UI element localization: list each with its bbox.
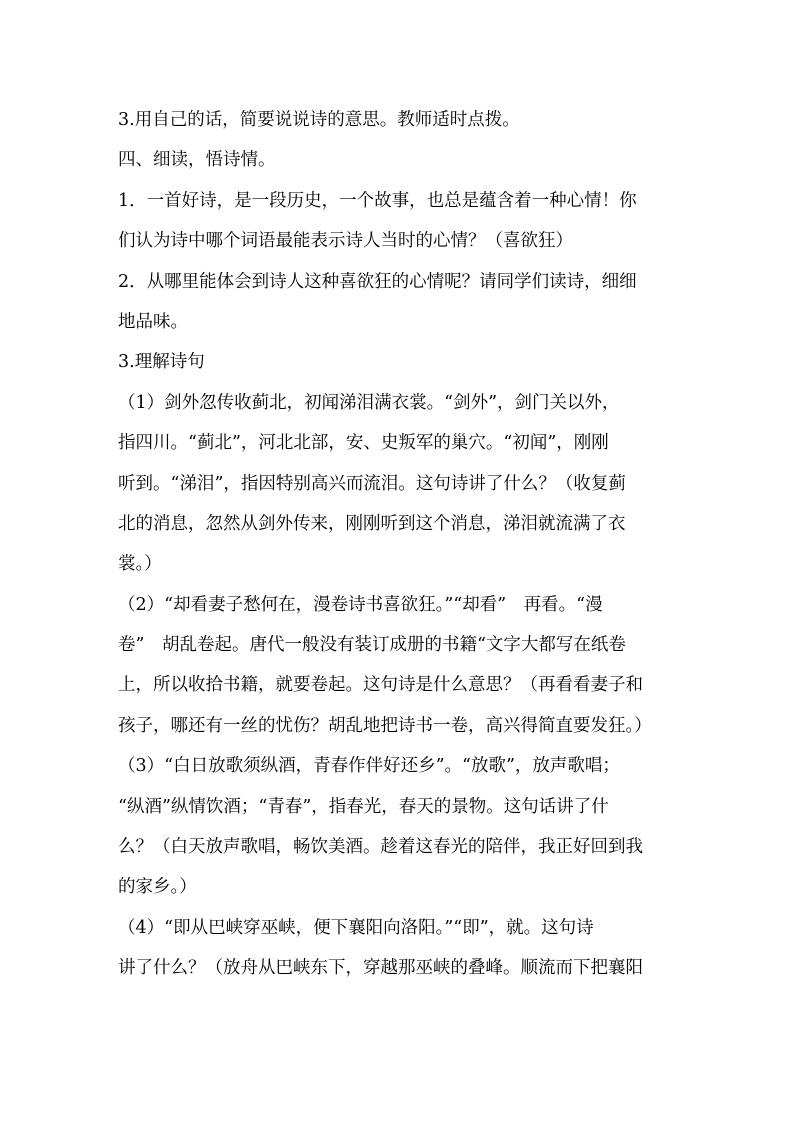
text-line: 么？（白天放声歌唱，畅饮美酒。趁着这春光的陪伴，我正好回到我 [118, 837, 643, 858]
text-line: 裳。） [118, 554, 162, 575]
text-line: 上，所以收拾书籍，就要卷起。这句诗是什么意思？（再看看妻子和 [118, 675, 643, 696]
document-body [118, 100, 678, 989]
text-line: 卷” 胡乱卷起。唐代一般没有装订成册的书籍“文字大都写在纸卷 [118, 635, 626, 656]
text-line: （1）剑外忽传收蓟北，初闻涕泪满衣裳。“剑外”，剑门关以外， [118, 392, 620, 413]
text-line: （2）“却看妻子愁何在，漫卷诗书喜欲狂。”“却看” 再看。“漫 [118, 594, 603, 615]
text-line: 地品味。 [118, 311, 188, 332]
text-line: （4）“即从巴峡穿巫峡，便下襄阳向洛阳。”“即”，就。这句诗 [118, 917, 594, 938]
text-line: 1．一首好诗，是一段历史，一个故事，也总是蕴含着一种心情！你 [118, 190, 637, 211]
text-line: 3.用自己的话，简要说说诗的意思。教师适时点拨。 [118, 110, 520, 130]
text-line: （3）“白日放歌须纵酒，青春作伴好还乡”。“放歌”，放声歌唱； [118, 756, 620, 777]
text-line: 孩子，哪还有一丝的忧伤？胡乱地把诗书一卷，高兴得简直要发狂。） [118, 715, 652, 736]
section-heading: 四、细读，悟诗情。 [118, 150, 276, 171]
text-line: “纵酒”纵情饮酒；“青春”，指春光，春天的景物。这句话讲了什 [118, 796, 609, 817]
text-line: 听到。“涕泪”，指因特别高兴而流泪。这句诗讲了什么？（收复蓟 [118, 473, 626, 494]
text-line: 的家乡。） [118, 877, 197, 898]
subsection-heading: 3.理解诗句 [118, 352, 205, 373]
text-line: 们认为诗中哪个词语最能表示诗人当时的心情？（喜欲狂） [118, 231, 573, 252]
text-line: 2．从哪里能体会到诗人这种喜欲狂的心情呢？请同学们读诗，细细 [118, 271, 637, 292]
text-line: 北的消息，忽然从剑外传来，刚刚听到这个消息，涕泪就流满了衣 [118, 513, 626, 534]
text-line: 指四川。“蓟北”，河北北部，安、史叛军的巢穴。“初闻”，刚刚 [118, 433, 609, 454]
text-line: 讲了什么？（放舟从巴峡东下，穿越那巫峡的叠峰。顺流而下把襄阳 [118, 958, 643, 979]
